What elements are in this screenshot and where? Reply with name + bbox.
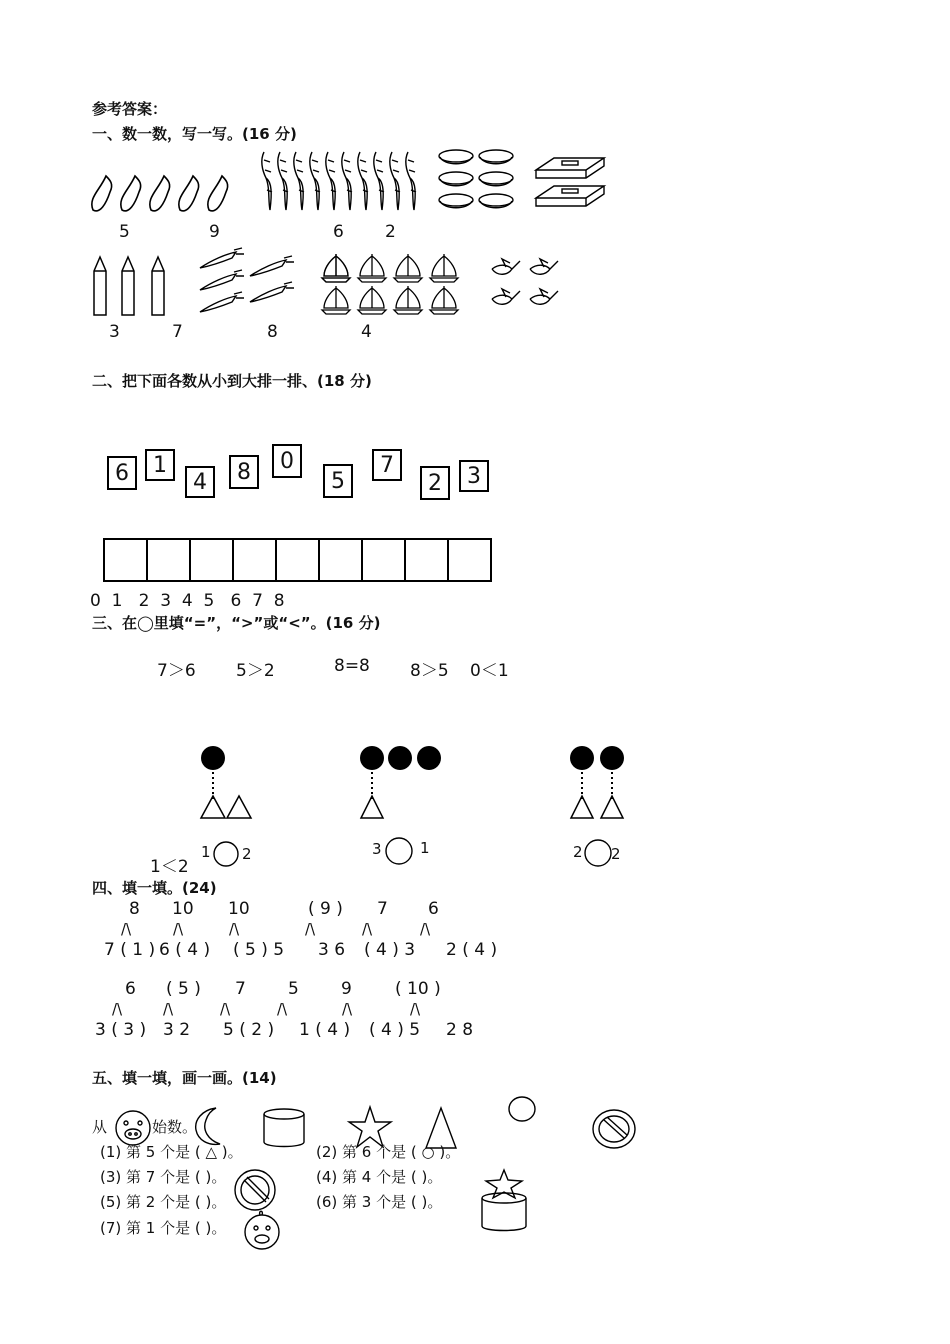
cylinder-icon <box>260 1106 308 1150</box>
bond-caret: /\ <box>121 920 132 938</box>
bond-bottom: 3 2 <box>163 1020 191 1040</box>
count-answer: 7 <box>172 322 183 342</box>
compare-left: 2 <box>573 843 583 861</box>
bond-top: 7 <box>235 979 246 999</box>
bond-top: 6 <box>125 979 136 999</box>
bond-bottom: 3 ( 3 ) <box>95 1020 147 1040</box>
from-text: 从 <box>92 1118 108 1136</box>
plates-illustration <box>436 148 521 216</box>
answer-title: 参考答案： <box>92 100 168 118</box>
section1-heading: 一、数一数，写一写。(16 分) <box>92 125 297 143</box>
question-5: (5) 第 2 个是 ( )。 <box>100 1193 227 1211</box>
number-card: 0 <box>272 444 302 478</box>
pencils-illustration <box>88 255 173 317</box>
bond-top: 5 <box>288 979 299 999</box>
bond-bottom: 2 8 <box>446 1020 474 1040</box>
bond-bottom: 7 ( 1 ) <box>104 940 156 960</box>
number-card: 7 <box>372 449 402 481</box>
number-card: 5 <box>323 464 353 498</box>
bond-bottom: ( 4 ) 3 <box>364 940 416 960</box>
books-illustration <box>534 152 609 216</box>
question-6: (6) 第 3 个是 ( )。 <box>316 1193 443 1211</box>
shrimps-illustration <box>258 150 418 218</box>
number-card: 2 <box>420 466 450 500</box>
bond-bottom: 1 ( 4 ) <box>299 1020 351 1040</box>
question-2: (2) 第 6 个是 ( ○ )。 <box>316 1143 461 1161</box>
empty-circle-icon <box>212 840 240 868</box>
count-answer: 4 <box>361 322 372 342</box>
sorted-answer: 0 1 2 3 4 5 6 7 8 <box>90 591 285 611</box>
question-1: (1) 第 5 个是 ( △ )。 <box>100 1143 243 1161</box>
count-answer: 9 <box>209 222 220 242</box>
number-card: 8 <box>229 455 259 489</box>
grid-cell <box>191 540 234 580</box>
count-answer: 3 <box>109 322 120 342</box>
grid-cell <box>148 540 191 580</box>
answer-grid <box>103 538 492 582</box>
question-4: (4) 第 4 个是 ( )。 <box>316 1168 443 1186</box>
section4-heading: 四、填一填。(24) <box>92 879 217 897</box>
compare-answer: 0＜1 <box>470 661 509 681</box>
grid-cell <box>406 540 449 580</box>
section3-heading: 三、在◯里填“=”，“>”或“<”。(16 分) <box>92 614 381 632</box>
grid-cell <box>105 540 148 580</box>
number-card: 3 <box>459 460 489 492</box>
compare-right: 1 <box>420 839 430 857</box>
bond-top: 10 <box>228 899 250 919</box>
compare-answer: 8＞5 <box>410 661 449 681</box>
number-card: 6 <box>107 456 137 490</box>
bond-top: 9 <box>341 979 352 999</box>
start-text: 始数。 <box>152 1118 198 1136</box>
bond-caret: /\ <box>305 920 316 938</box>
grid-cell <box>320 540 363 580</box>
bond-bottom: 5 ( 2 ) <box>223 1020 275 1040</box>
grid-cell <box>363 540 406 580</box>
bond-bottom: 2 ( 4 ) <box>446 940 498 960</box>
compare-answer: 5＞2 <box>236 661 275 681</box>
eggplants-illustration <box>88 168 233 218</box>
bond-caret: /\ <box>220 1000 231 1018</box>
bond-bottom: ( 4 ) 5 <box>369 1020 421 1040</box>
carrots-illustration <box>196 248 296 318</box>
bond-caret: /\ <box>420 920 431 938</box>
count-answer: 8 <box>267 322 278 342</box>
empty-circle-icon <box>583 838 613 868</box>
number-card: 4 <box>185 466 215 498</box>
compare-right: 2 <box>611 845 621 863</box>
circle-icon <box>506 1095 538 1123</box>
bond-top: 7 <box>377 899 388 919</box>
bond-top: ( 5 ) <box>166 979 201 999</box>
smiley-face-icon <box>240 1208 284 1252</box>
bond-bottom: 6 ( 4 ) <box>159 940 211 960</box>
compare-answer: 1＜2 <box>150 857 189 877</box>
empty-circle-icon <box>384 836 414 866</box>
bond-top: ( 9 ) <box>308 899 343 919</box>
bond-caret: /\ <box>410 1000 421 1018</box>
bond-top: 8 <box>129 899 140 919</box>
dots-triangles-group <box>566 744 632 820</box>
bond-bottom: ( 5 ) 5 <box>233 940 285 960</box>
prohibited-sign-icon <box>590 1106 638 1152</box>
dots-triangles-group <box>357 744 449 820</box>
grid-cell <box>234 540 277 580</box>
bond-top: 6 <box>428 899 439 919</box>
star-cylinder-icon <box>478 1168 530 1236</box>
bond-caret: /\ <box>173 920 184 938</box>
question-7: (7) 第 1 个是 ( )。 <box>100 1219 227 1237</box>
grid-cell <box>277 540 320 580</box>
count-answer: 2 <box>385 222 396 242</box>
section2-heading: 二、把下面各数从小到大排一排、(18 分) <box>92 372 372 390</box>
bond-caret: /\ <box>163 1000 174 1018</box>
count-answer: 5 <box>119 222 130 242</box>
section5-heading: 五、填一填，画一画。(14) <box>92 1069 277 1087</box>
bond-top: ( 10 ) <box>395 979 441 999</box>
bond-caret: /\ <box>112 1000 123 1018</box>
dots-triangles-group <box>195 744 255 820</box>
question-3: (3) 第 7 个是 ( )。 <box>100 1168 227 1186</box>
grid-cell <box>449 540 492 580</box>
sailboats-illustration <box>320 252 465 316</box>
bond-caret: /\ <box>342 1000 353 1018</box>
bond-bottom: 3 6 <box>318 940 346 960</box>
bond-caret: /\ <box>277 1000 288 1018</box>
count-answer: 6 <box>333 222 344 242</box>
bond-caret: /\ <box>362 920 373 938</box>
compare-answer: 7＞6 <box>157 661 196 681</box>
number-card: 1 <box>145 449 175 481</box>
compare-left: 3 <box>372 840 382 858</box>
birds-illustration <box>488 255 563 313</box>
compare-left: 1 <box>201 843 211 861</box>
compare-right: 2 <box>242 845 252 863</box>
bond-top: 10 <box>172 899 194 919</box>
compare-answer: 8=8 <box>334 656 370 676</box>
bond-caret: /\ <box>229 920 240 938</box>
